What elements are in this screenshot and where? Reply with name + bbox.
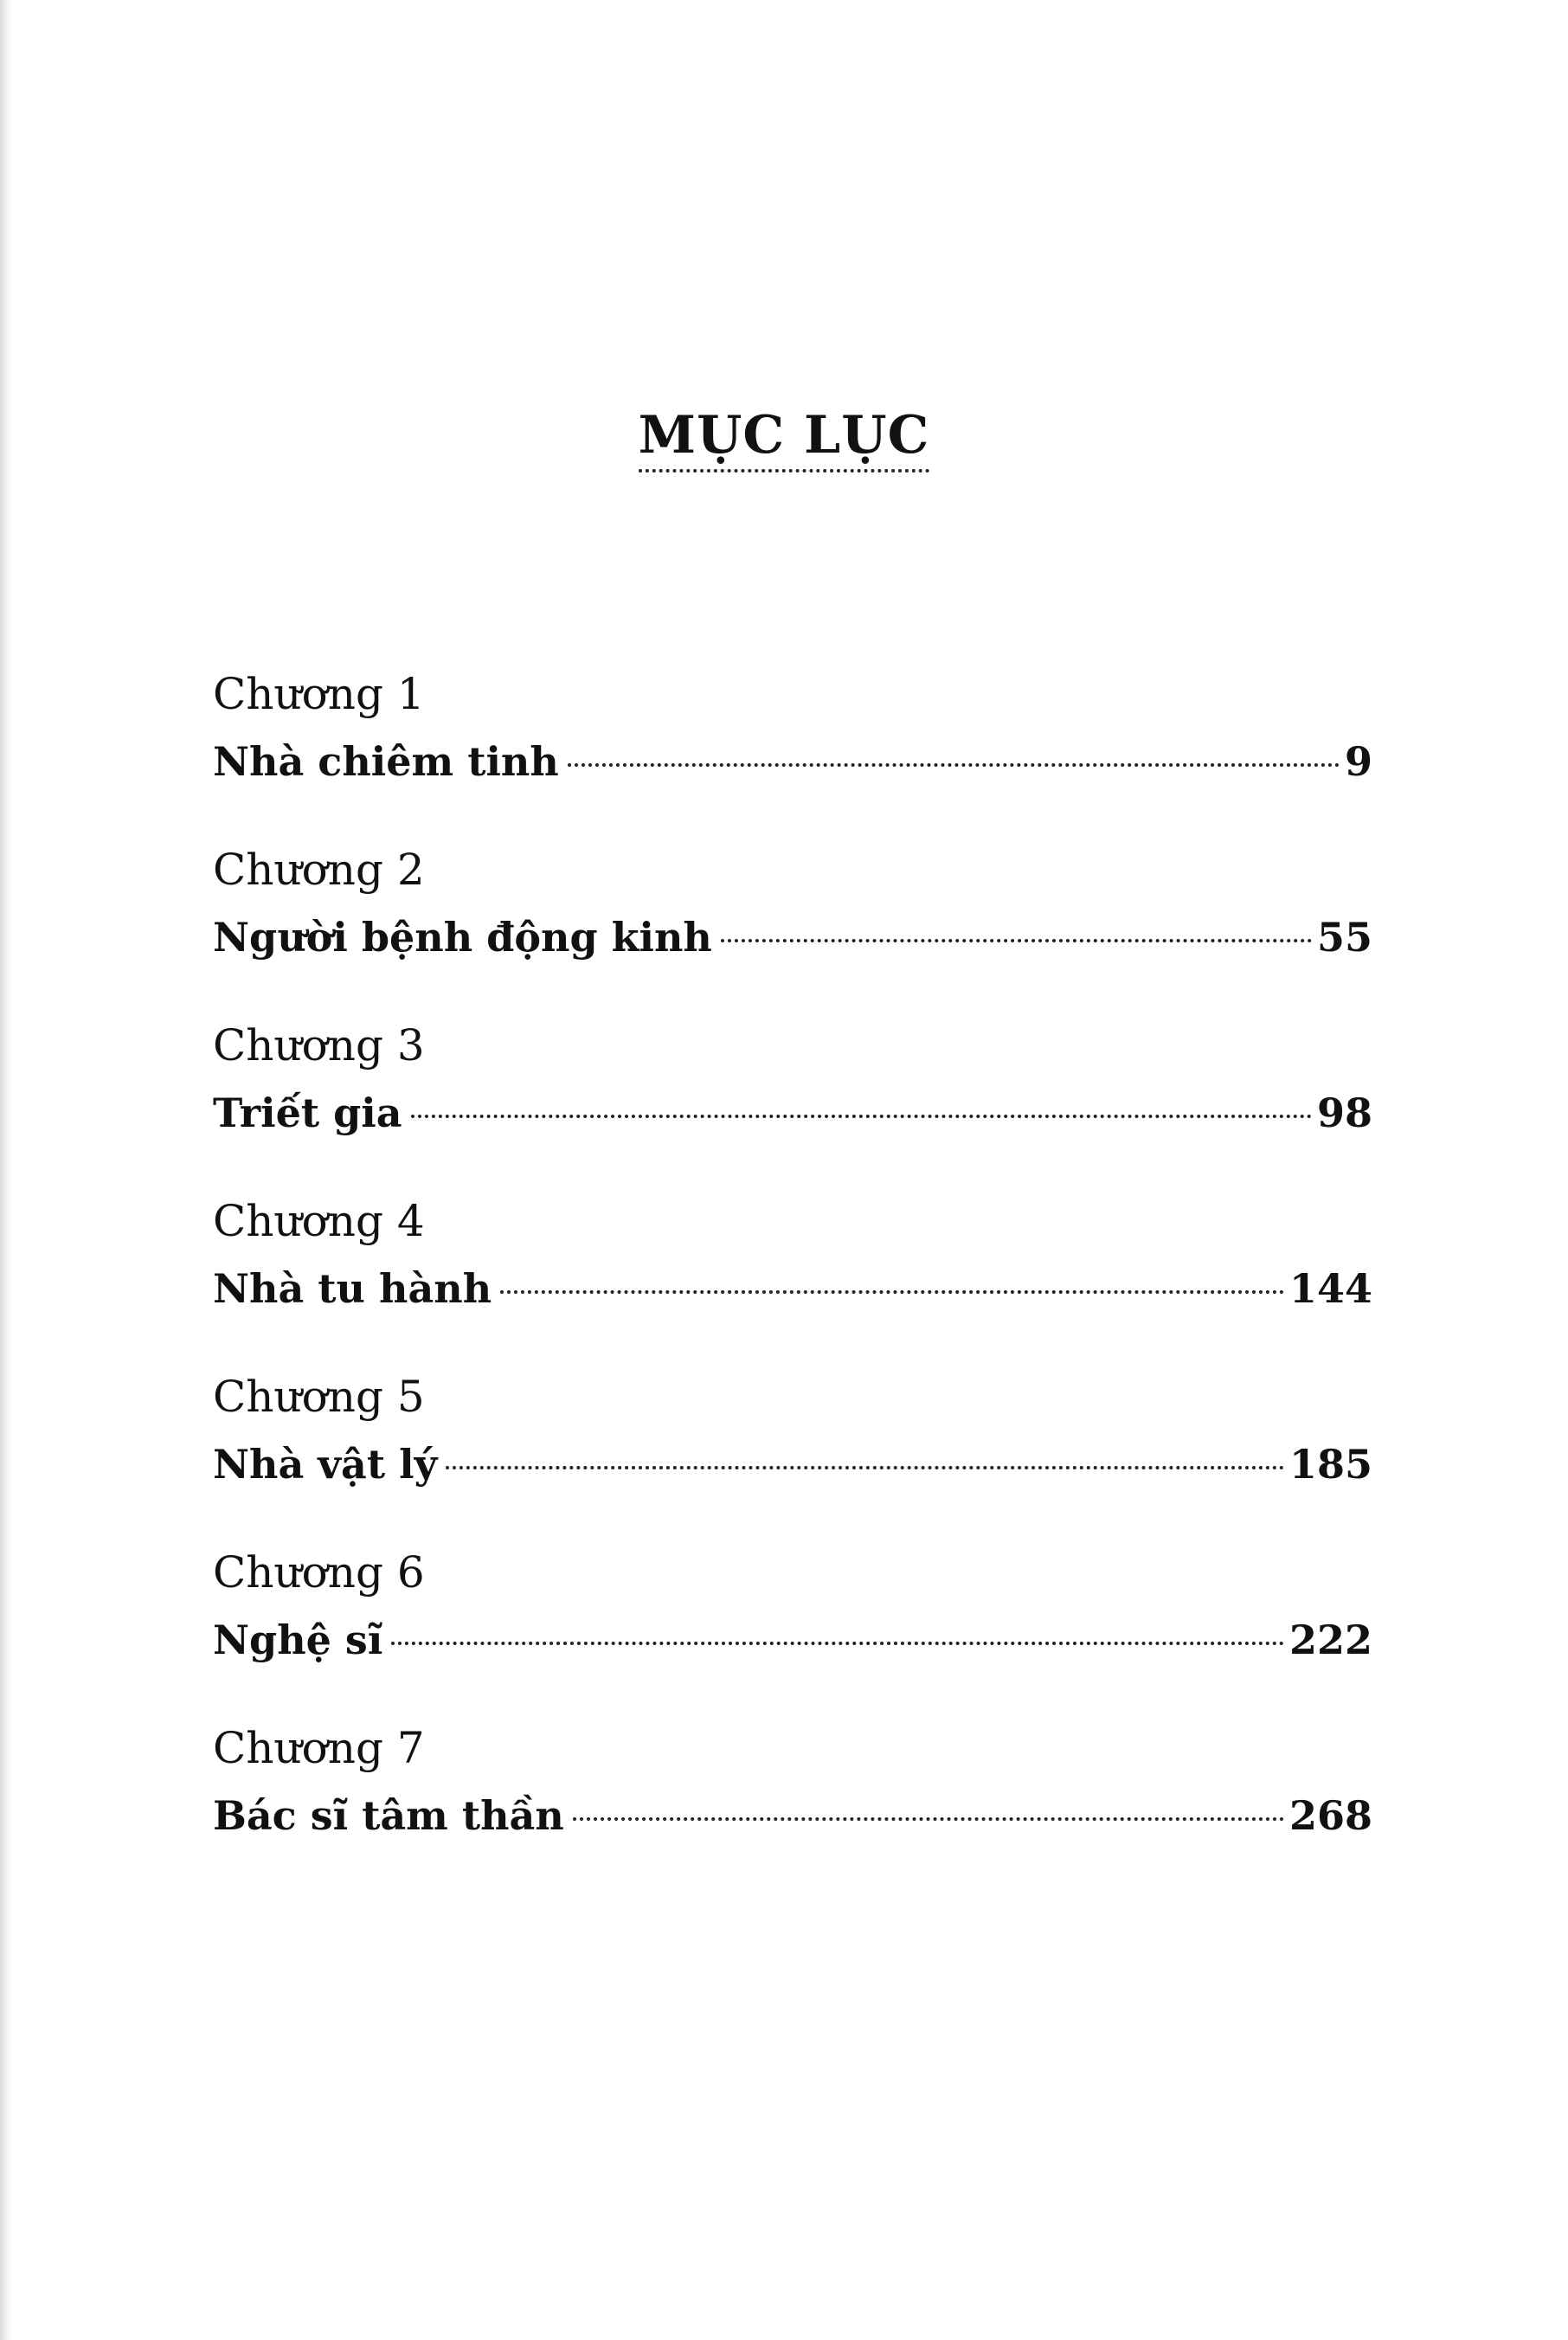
toc-line — [213, 1077, 1372, 1149]
toc-entry-5[interactable] — [213, 1366, 1372, 1501]
toc-entry-3[interactable] — [213, 1014, 1372, 1149]
toc-entry-1[interactable] — [213, 663, 1372, 798]
page-number: 144 — [1288, 1265, 1372, 1312]
chapter-title: Người bệnh động kinh — [213, 914, 712, 961]
chapter-label: Chương 1 — [213, 669, 425, 719]
toc-entry-6[interactable] — [213, 1541, 1372, 1676]
heading-container — [0, 407, 1568, 472]
toc-entry-7[interactable] — [213, 1717, 1372, 1852]
page-number: 185 — [1288, 1441, 1372, 1488]
page-number: 268 — [1288, 1792, 1372, 1839]
chapter-label: Chương 4 — [213, 1196, 425, 1246]
dot-leader — [500, 1290, 1284, 1294]
chapter-title: Triết gia — [213, 1090, 402, 1136]
dot-leader — [446, 1466, 1284, 1469]
chapter-label: Chương 6 — [213, 1547, 425, 1598]
dot-leader — [411, 1115, 1312, 1118]
toc-line — [213, 1604, 1372, 1676]
chapter-label: Chương 5 — [213, 1372, 425, 1422]
dot-leader — [721, 939, 1312, 942]
page-number: 55 — [1316, 914, 1372, 961]
chapter-title: Nghệ sĩ — [213, 1617, 383, 1663]
page-title: MỤC LỤC — [639, 407, 930, 472]
toc-line — [213, 725, 1372, 798]
chapter-title: Nhà vật lý — [213, 1441, 438, 1488]
dot-leader — [391, 1642, 1284, 1645]
toc-entry-4[interactable] — [213, 1190, 1372, 1325]
toc-line — [213, 1252, 1372, 1325]
dot-leader — [568, 763, 1340, 767]
chapter-title: Nhà chiêm tinh — [213, 738, 559, 785]
chapter-label: Chương 7 — [213, 1723, 425, 1773]
page-edge-shadow — [0, 0, 12, 2340]
chapter-label: Chương 3 — [213, 1020, 425, 1070]
toc-line — [213, 1428, 1372, 1501]
page-number: 98 — [1316, 1090, 1372, 1136]
chapter-title: Bác sĩ tâm thần — [213, 1792, 564, 1839]
chapter-title: Nhà tu hành — [213, 1265, 492, 1312]
toc-line — [213, 901, 1372, 974]
dot-leader — [573, 1817, 1284, 1821]
page-number: 9 — [1344, 738, 1372, 785]
table-of-contents — [213, 663, 1372, 1893]
chapter-label: Chương 2 — [213, 845, 425, 895]
toc-entry-2[interactable] — [213, 839, 1372, 974]
toc-line — [213, 1779, 1372, 1852]
page-number: 222 — [1288, 1617, 1372, 1663]
